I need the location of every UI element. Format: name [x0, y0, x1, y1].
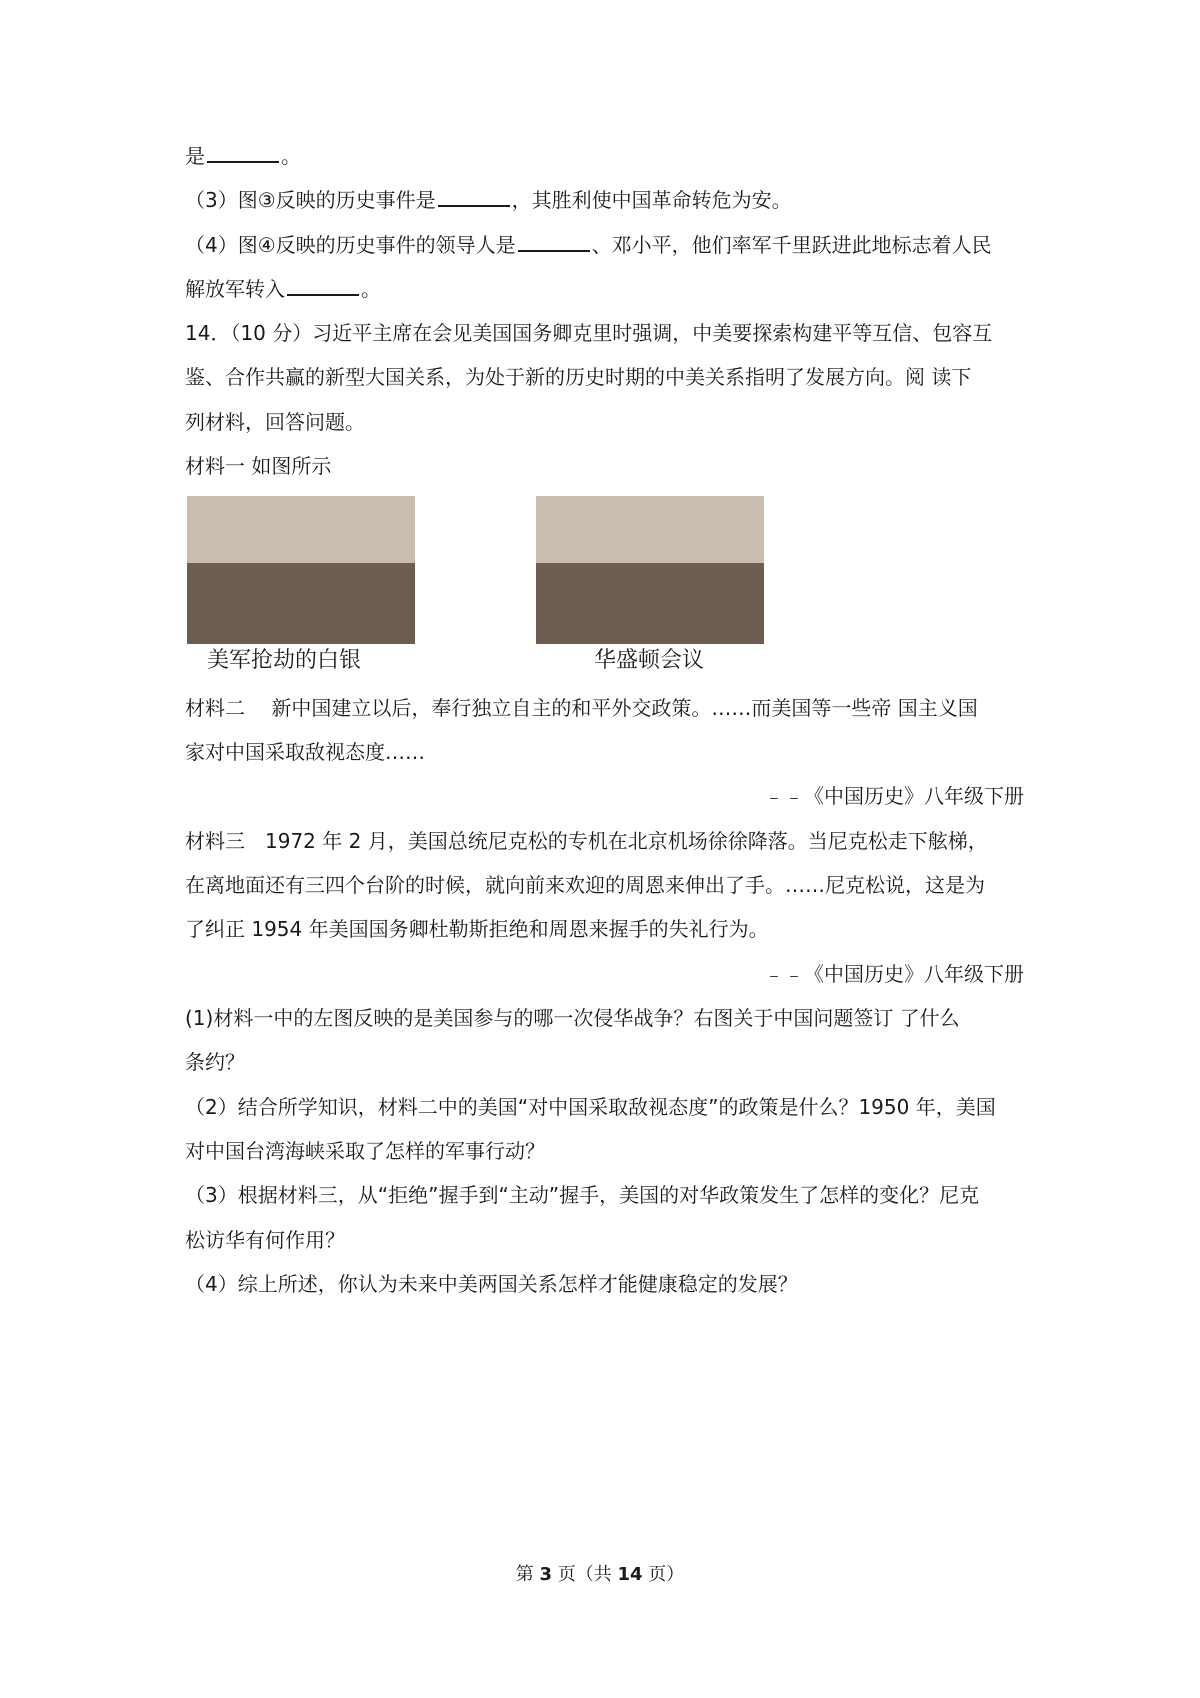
- text: 、邓小平，他们率军千里跃进此地标志着人民: [591, 233, 992, 257]
- figure-left-photo: [187, 496, 415, 644]
- text: 是: [185, 144, 205, 168]
- answer-blank: [287, 276, 359, 296]
- material-3-line-1: 材料三 1972 年 2 月，美国总统尼克松的专机在北京机场徐徐降落。当尼克松走下舷梯，: [185, 829, 988, 853]
- sub-question-3-line-1: （3）根据材料三，从“拒绝”握手到“主动”握手，美国的对华政策发生了怎样的变化？尼克: [185, 1183, 980, 1207]
- material-2-line-2: 家对中国采取敌视态度……: [185, 740, 425, 764]
- answer-blank: [518, 232, 590, 252]
- material-1-heading: 材料一 如图所示: [185, 454, 332, 478]
- question-14-line-1: 14．（10 分）习近平主席在会见美国国务卿克里时强调，中美要探索构建平等互信、包容互: [185, 321, 993, 345]
- figure-right-caption: 华盛顿会议: [594, 648, 705, 673]
- text: （4）图④反映的历史事件的领导人是: [185, 233, 516, 257]
- footer-middle: 页（共: [552, 1564, 618, 1585]
- answer-blank: [207, 143, 279, 163]
- figure-right-photo: [536, 496, 764, 644]
- sub-question-1-line-1: (1)材料一中的左图反映的是美国参与的哪一次侵华战争？右图关于中国问题签订 了什么: [185, 1006, 960, 1030]
- material-3-line-3: 了纠正 1954 年美国国务卿杜勒斯拒绝和周恩来握手的失礼行为。: [185, 917, 769, 941]
- text: （3）图③反映的历史事件是: [185, 188, 436, 212]
- text-line-1: [185, 143, 301, 169]
- text: 。: [361, 277, 381, 301]
- text: 。: [281, 144, 301, 168]
- sub-question-1-line-2: 条约？: [185, 1050, 245, 1074]
- sub-question-3-line-2: 松访华有何作用？: [185, 1228, 345, 1252]
- footer-prefix: 第: [515, 1564, 540, 1585]
- text: 解放军转入: [185, 277, 285, 301]
- sub-question-2-line-2: 对中国台湾海峡采取了怎样的军事行动？: [185, 1139, 545, 1163]
- text-line-4: [185, 276, 381, 302]
- text-line-2: [185, 187, 792, 213]
- footer-page-number: 3: [539, 1564, 552, 1585]
- material-2-source: ﹣﹣《中国历史》八年级下册: [764, 784, 1024, 808]
- footer-suffix: 页）: [642, 1564, 685, 1585]
- sub-question-4: （4）综上所述，你认为未来中美两国关系怎样才能健康稳定的发展？: [185, 1272, 798, 1296]
- answer-blank: [438, 187, 510, 207]
- footer-total-pages: 14: [617, 1564, 643, 1585]
- text-line-3: [185, 232, 992, 258]
- material-3-line-2: 在离地面还有三四个台阶的时候，就向前来欢迎的周恩来伸出了手。……尼克松说，这是为: [185, 873, 985, 897]
- question-14-line-2: 鉴、合作共赢的新型大国关系，为处于新的历史时期的中美关系指明了发展方向。阅 读下: [185, 365, 972, 389]
- page-footer: [0, 1563, 1200, 1587]
- figure-left-caption: 美军抢劫的白银: [207, 648, 362, 673]
- material-3-source: ﹣﹣《中国历史》八年级下册: [764, 962, 1024, 986]
- sub-question-2-line-1: （2）结合所学知识，材料二中的美国“对中国采取敌视态度”的政策是什么？1950 年，美国: [185, 1095, 996, 1119]
- material-2-line-1: 材料二 新中国建立以后，奉行独立自主的和平外交政策。……而美国等一些帝 国主义国: [185, 696, 978, 720]
- text: ，其胜利使中国革命转危为安。: [511, 188, 792, 212]
- question-14-line-3: 列材料，回答问题。: [185, 410, 365, 434]
